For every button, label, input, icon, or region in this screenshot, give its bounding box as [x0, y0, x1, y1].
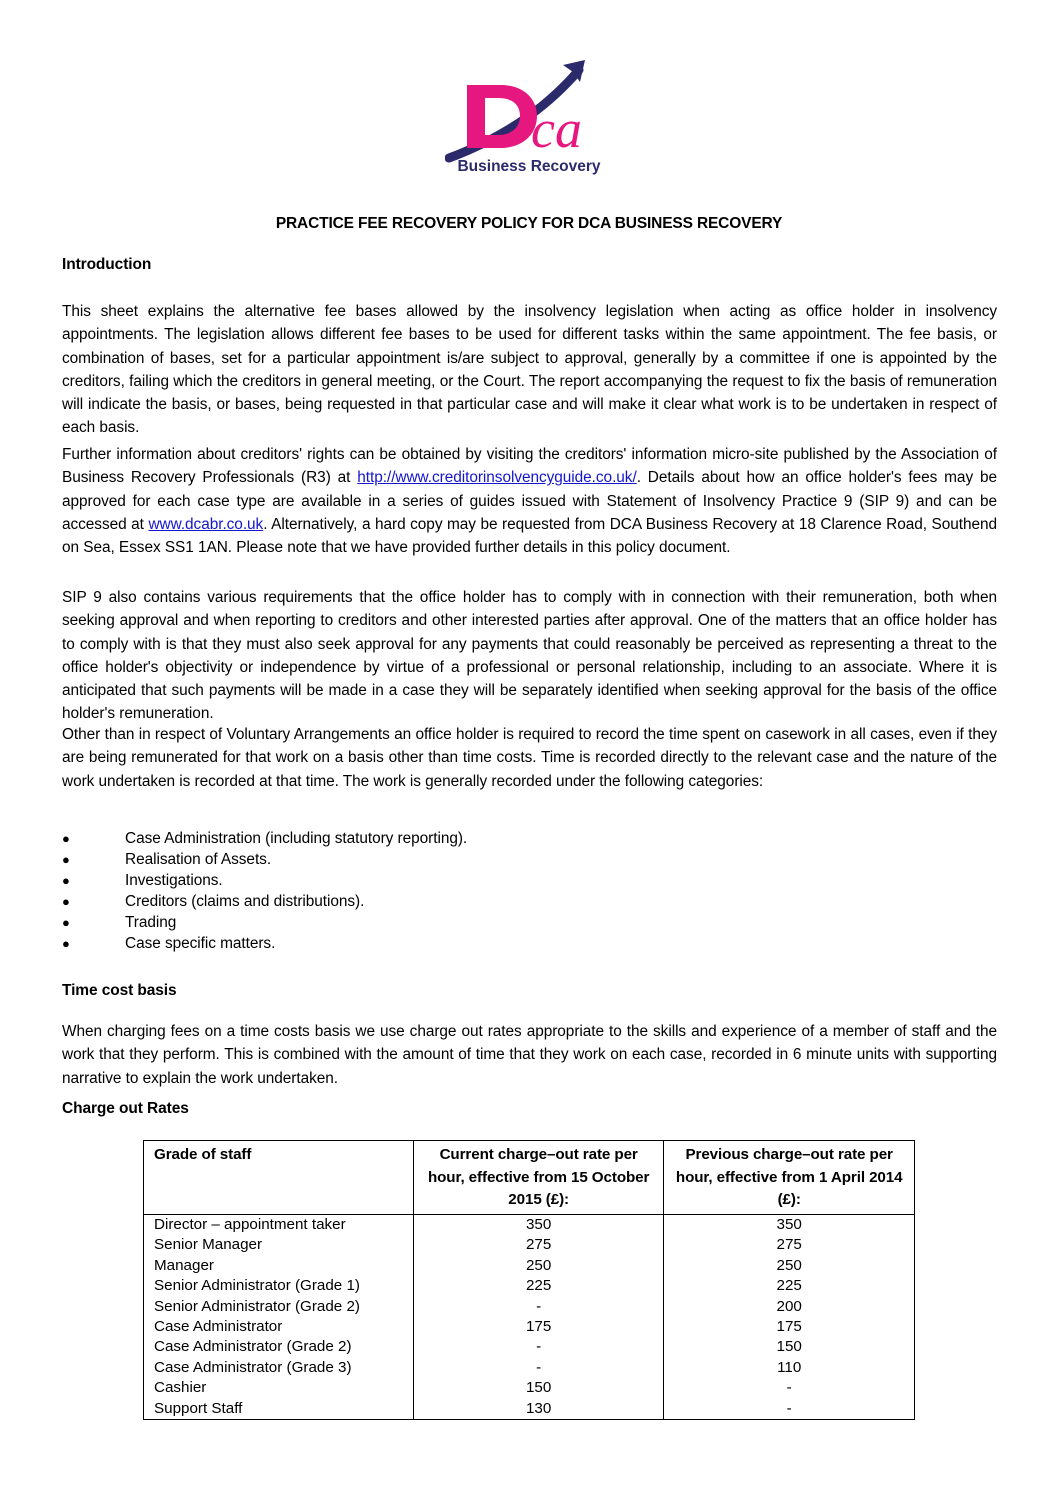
- paragraph-intro-2-text-a: Further information about creditors' rights can be obtained by visiting the creditors' information micro-site published by the Association of Business Recovery Professionals (R3) at: [62, 446, 997, 487]
- heading-introduction: Introduction: [62, 256, 152, 273]
- list-item: [62, 870, 762, 891]
- cell-previous-rate: -: [664, 1399, 915, 1420]
- work-categories-list: [62, 828, 762, 954]
- paragraph-intro-2-text-c: . Alternatively, a hard copy may be requested from DCA Business Recovery at 18 Clarence Road, Southend on Sea, Essex SS1 1AN. Please note that we have provided further details in this policy document.: [62, 515, 998, 557]
- table-row: [144, 1276, 915, 1296]
- cell-previous-rate: 225: [664, 1276, 915, 1296]
- cell-grade: Case Administrator (Grade 3): [144, 1358, 414, 1378]
- logo-letter-d: [467, 85, 537, 148]
- paragraph-intro-4: Other than in respect of Voluntary Arrangements an office holder is required to record the time spent on casework in all cases, even if they are being remunerated for that work on a basis other than time costs. Time is recorded directly to the relevant case and the nature of the work undertaken is recorded at that time. The work is generally recorded under the following categories:: [62, 726, 997, 790]
- bullet-icon: ●: [62, 873, 70, 888]
- list-item: [62, 912, 762, 933]
- heading-charge-out-rates: Charge out Rates: [62, 1100, 189, 1117]
- table-row: [144, 1297, 915, 1317]
- list-item-label: Realisation of Assets.: [125, 851, 272, 868]
- table-row: [144, 1378, 915, 1398]
- table-row: [144, 1337, 915, 1357]
- table-header-row: [144, 1141, 915, 1215]
- logo-mark: [445, 54, 613, 176]
- paragraph-intro-2: [62, 443, 997, 559]
- charge-out-rates-table: [143, 1140, 915, 1420]
- cell-previous-rate: 250: [664, 1256, 915, 1276]
- table-row: [144, 1215, 915, 1236]
- cell-grade: Director – appointment taker: [144, 1215, 414, 1236]
- list-item: [62, 828, 762, 849]
- list-item: [62, 933, 762, 954]
- logo-graphic: [445, 54, 613, 176]
- table-row: [144, 1235, 915, 1255]
- cell-grade: Cashier: [144, 1378, 414, 1398]
- table-row: [144, 1399, 915, 1420]
- table-header: [144, 1141, 915, 1215]
- bullet-icon: ●: [62, 936, 70, 951]
- column-header-previous-rate: Previous charge–out rate per hour, effective from 1 April 2014 (£):: [664, 1141, 915, 1215]
- cell-previous-rate: 150: [664, 1337, 915, 1357]
- cell-current-rate: 350: [413, 1215, 663, 1236]
- paragraph-intro-2-text-b: . Details about how an office holder's fees may be approved for each case type are available in a series of guides issued with Statement of Insolvency Practice 9 (SIP 9) and can be accessed at: [62, 469, 997, 533]
- cell-previous-rate: 350: [664, 1215, 915, 1236]
- list-item: [62, 891, 762, 912]
- paragraph-intro-3: SIP 9 also contains various requirements that the office holder has to comply with in connection with their remuneration, both when seeking approval and when reporting to creditors and other interested parties after approval. One of the matters that an office holder has to comply with is that they must also seek approval for any payments that could reasonably be perceived as representing a threat to the office holder's objectivity or independence by virtue of a professional or personal relationship, including to an associate. Where it is anticipated that such payments will be made in a case they will be separately identified when seeking approval for the basis of the office holder's remuneration.: [62, 589, 997, 723]
- cell-grade: Senior Manager: [144, 1235, 414, 1255]
- table-row: [144, 1317, 915, 1337]
- logo-letters-ca: ca: [531, 99, 582, 159]
- cell-previous-rate: 175: [664, 1317, 915, 1337]
- cell-previous-rate: 275: [664, 1235, 915, 1255]
- list-item-label: Case Administration (including statutory reporting).: [125, 830, 468, 847]
- paragraph-intro-1: This sheet explains the alternative fee bases allowed by the insolvency legislation when acting as office holder in insolvency appointments. The legislation allows different fee bases to be used for different tasks within the same appointment. The fee basis, or combination of bases, set for a particular appointment is/are subject to approval, generally by a committee if one is appointed by the creditors, failing which the creditors in general meeting, or the Court. The report accompanying the request to fix the basis of remuneration will indicate the basis, or bases, being requested in that particular case and will make it clear what work is to be undertaken in respect of each basis.: [62, 303, 997, 437]
- cell-grade: Support Staff: [144, 1399, 414, 1420]
- link-creditor-insolvency-guide[interactable]: http://www.creditorinsolvencyguide.co.uk/: [357, 469, 637, 487]
- page-title: PRACTICE FEE RECOVERY POLICY FOR DCA BUSINESS RECOVERY: [275, 215, 783, 232]
- bullet-icon: ●: [62, 831, 70, 846]
- cell-current-rate: 225: [413, 1276, 663, 1296]
- cell-previous-rate: 200: [664, 1297, 915, 1317]
- list-item: [62, 849, 762, 870]
- cell-grade: Case Administrator: [144, 1317, 414, 1337]
- cell-grade: Case Administrator (Grade 2): [144, 1337, 414, 1357]
- list-item-label: Case specific matters.: [125, 935, 276, 952]
- bullet-icon: ●: [62, 852, 70, 867]
- cell-current-rate: 275: [413, 1235, 663, 1255]
- cell-grade: Senior Administrator (Grade 2): [144, 1297, 414, 1317]
- company-logo: [0, 54, 1058, 181]
- table-row: [144, 1358, 915, 1378]
- cell-grade: Manager: [144, 1256, 414, 1276]
- cell-current-rate: -: [413, 1297, 663, 1317]
- link-dcabr[interactable]: www.dcabr.co.uk: [148, 515, 264, 533]
- list-item-label: Creditors (claims and distributions).: [125, 893, 365, 910]
- cell-current-rate: -: [413, 1337, 663, 1357]
- table-body: [144, 1215, 915, 1420]
- bullet-icon: ●: [62, 894, 70, 909]
- cell-current-rate: 130: [413, 1399, 663, 1420]
- cell-current-rate: 250: [413, 1256, 663, 1276]
- cell-previous-rate: -: [664, 1378, 915, 1398]
- column-header-grade: Grade of staff: [144, 1141, 414, 1215]
- column-header-current-rate: Current charge–out rate per hour, effective from 15 October 2015 (£):: [413, 1141, 663, 1215]
- cell-grade: Senior Administrator (Grade 1): [144, 1276, 414, 1296]
- paragraph-time-cost: When charging fees on a time costs basis we use charge out rates appropriate to the skills and experience of a member of staff and the work that they perform. This is combined with the amount of time that they work on each case, recorded in 6 minute units with supporting narrative to explain the work undertaken.: [62, 1023, 997, 1087]
- cell-previous-rate: 110: [664, 1358, 915, 1378]
- bullet-icon: ●: [62, 915, 70, 930]
- list-item-label: Investigations.: [125, 872, 223, 889]
- table-row: [144, 1256, 915, 1276]
- logo-tagline: Business Recovery: [457, 158, 601, 175]
- cell-current-rate: 150: [413, 1378, 663, 1398]
- cell-current-rate: -: [413, 1358, 663, 1378]
- cell-current-rate: 175: [413, 1317, 663, 1337]
- list-item-label: Trading: [125, 914, 177, 931]
- heading-time-cost-basis: Time cost basis: [62, 982, 177, 999]
